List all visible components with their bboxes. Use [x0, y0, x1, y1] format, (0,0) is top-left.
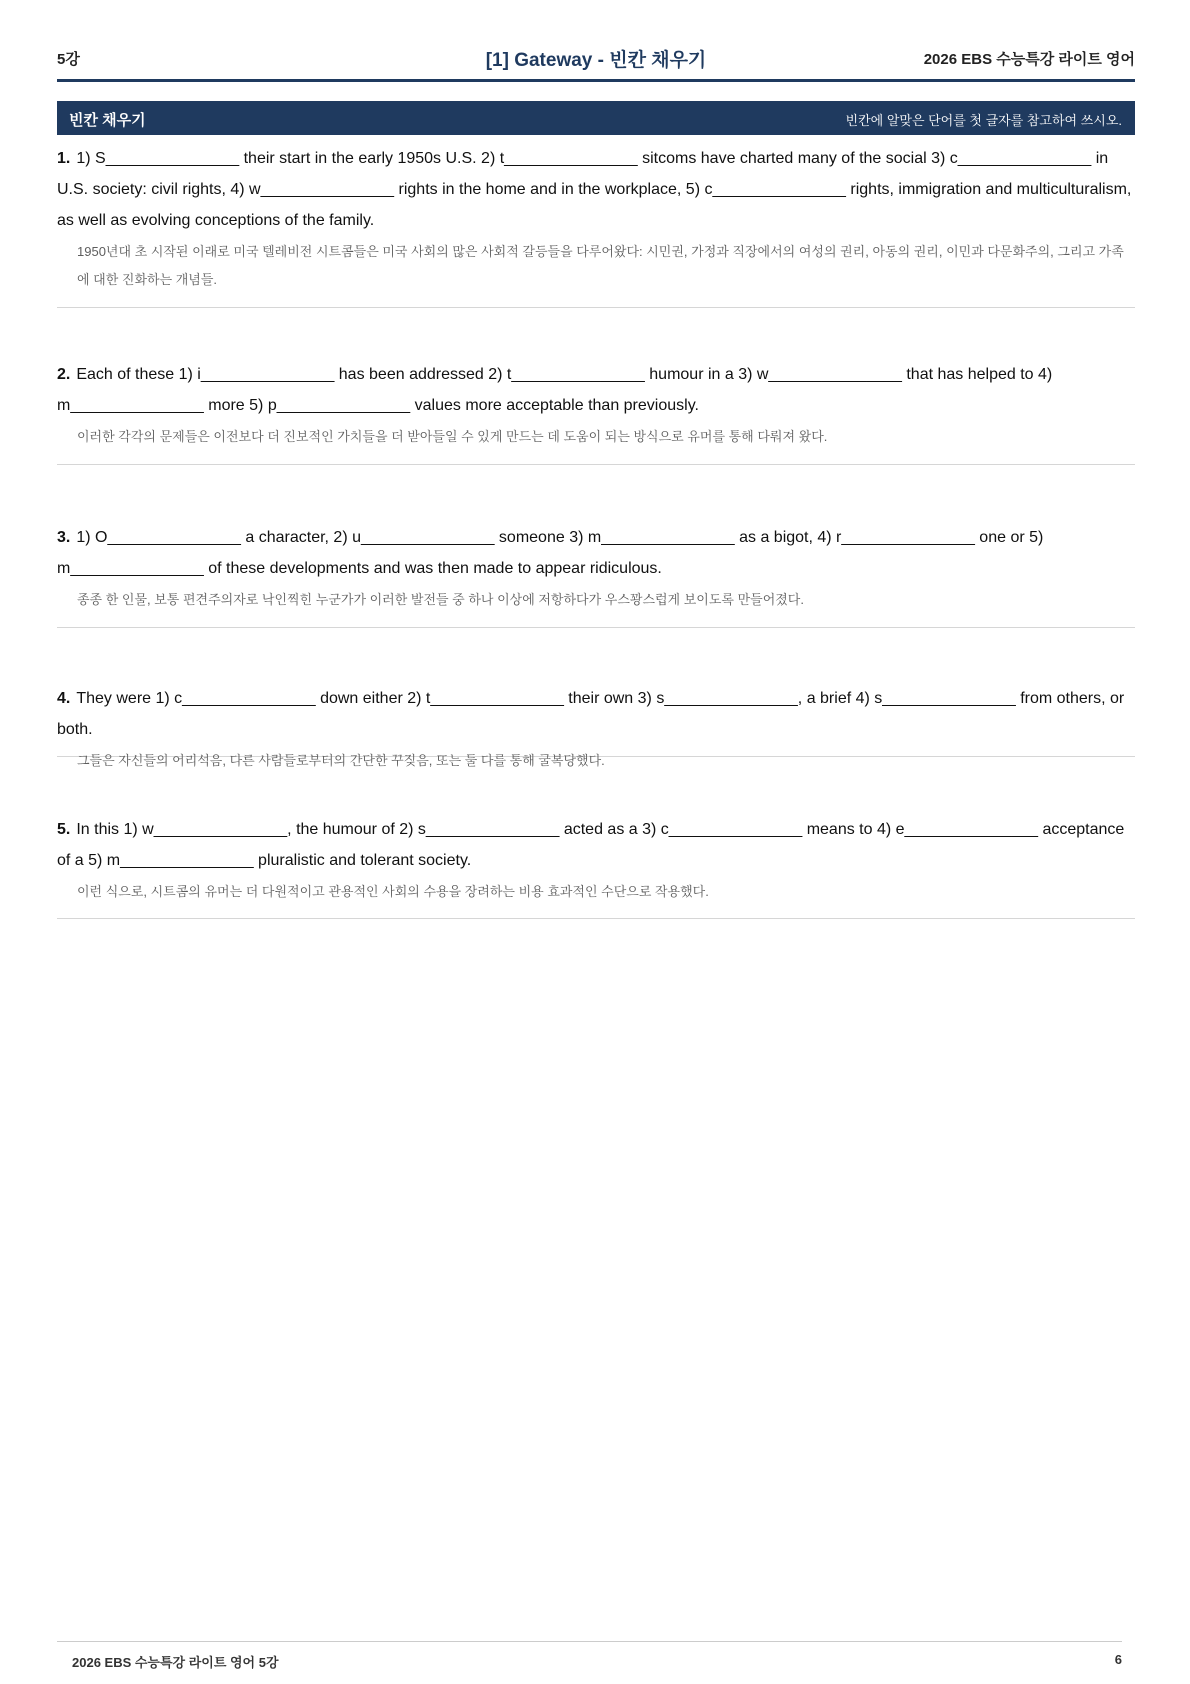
question-translation: 1950년대 초 시작된 이래로 미국 텔레비전 시트콤들은 미국 사회의 많은 사회적 갈등들을 다루어왔다: 시민권, 가정과 직장에서의 여성의 권리, 아동의 권리, 이민과 다문화주의, 그리고 가족에 대한 진화하는 개념들.	[77, 244, 1124, 287]
page-number: 6	[1114, 1652, 1122, 1667]
question-translation: 그들은 자신들의 어리석음, 다른 사람들로부터의 간단한 꾸짖음, 또는 둘 다를 통해 굴복당했다.	[77, 753, 605, 768]
question-3	[57, 522, 1135, 628]
question-english	[57, 359, 1135, 421]
question-text: 1) O_______________ a character, 2) u_______________ someone 3) m_______________ as a bigot, 4) r_______________ one or 5) m_______________ of these developments and was then made to appear ridiculous.	[57, 529, 1044, 577]
question-translation: 이런 식으로, 시트콤의 유머는 더 다원적이고 관용적인 사회의 수용을 장려하는 비용 효과적인 수단으로 작용했다.	[77, 884, 709, 899]
page-title: [1] Gateway - 빈칸 채우기	[485, 50, 707, 71]
question-number: 4.	[57, 690, 71, 707]
section-title: 빈칸 채우기	[69, 112, 146, 129]
question-number: 2.	[57, 366, 71, 383]
book-title: 2026 EBS 수능특강 라이트 영어	[923, 51, 1135, 68]
question-english	[57, 522, 1135, 584]
question-number: 3.	[57, 529, 71, 546]
question-english	[57, 143, 1135, 236]
question-translation: 종종 한 인물, 보통 편견주의자로 낙인찍힌 누군가가 이러한 발전들 중 하나 이상에 저항하다가 우스꽝스럽게 보이도록 만들어졌다.	[77, 592, 804, 607]
page-header	[57, 40, 1135, 82]
question-number: 5.	[57, 821, 71, 838]
question-number: 1.	[57, 150, 71, 167]
question-2	[57, 359, 1135, 465]
question-text: In this 1) w_______________, the humour of 2) s_______________ acted as a 3) c_______________ means to 4) e_______________ acceptance of a 5) m_______________ pluralistic and tolerant society.	[57, 821, 1125, 869]
section-bar	[57, 101, 1135, 135]
section-instruction: 빈칸에 알맞은 단어를 첫 글자를 참고하여 쓰시오.	[845, 113, 1122, 128]
question-english	[57, 814, 1135, 876]
footer-title: 2026 EBS 수능특강 라이트 영어 5강	[72, 1655, 279, 1670]
question-text: They were 1) c_______________ down either 2) t_______________ their own 3) s_______________, a brief 4) s_______________ from others, or both.	[57, 690, 1125, 738]
question-1	[57, 143, 1135, 308]
question-4	[57, 683, 1135, 768]
question-translation: 이러한 각각의 문제들은 이전보다 더 진보적인 가치들을 더 받아들일 수 있게 만드는 데 도움이 되는 방식으로 유머를 통해 다뤄져 왔다.	[77, 429, 828, 444]
question-english	[57, 683, 1135, 745]
lesson-label: 5강	[57, 51, 80, 68]
question-text: 1) S_______________ their start in the early 1950s U.S. 2) t_______________ sitcoms have charted many of the social 3) c_______________ in U.S. society: civil rights, 4) w_______________ rights in the home and in the workplace, 5) c_______________ rights, immigration and multiculturalism, as well as evolving conceptions of the family.	[57, 150, 1132, 229]
question-5	[57, 814, 1135, 919]
question-text: Each of these 1) i_______________ has been addressed 2) t_______________ humour in a 3) w_______________ that has helped to 4) m_______________ more 5) p_______________ values more acceptable than previously.	[57, 366, 1053, 414]
page-footer	[57, 1641, 1122, 1671]
